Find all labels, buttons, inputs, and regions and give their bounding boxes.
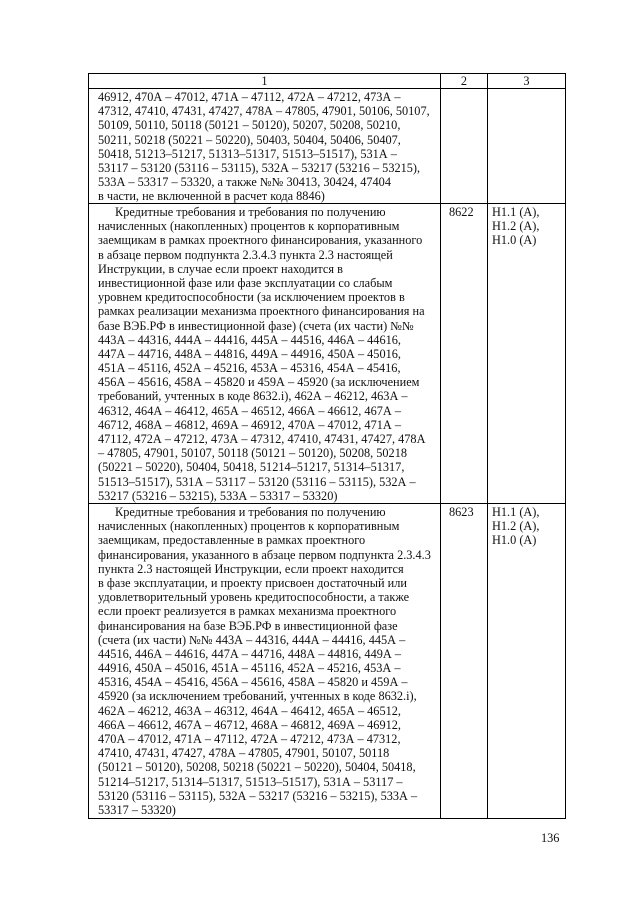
text-line: заемщикам в рамках проектного финансирования, указанного <box>98 233 423 248</box>
text-line: 47112, 472А – 47212, 473А – 47312, 47410, 47431, 47427, 478А <box>98 432 426 446</box>
row-code <box>441 204 488 504</box>
code-value: 8622 <box>449 205 474 219</box>
text-line: 443А – 44316, 444А – 44416, 445А – 44516, 446А – 44616, <box>98 332 401 347</box>
text-line: 466А – 46612, 467А – 46712, 468А – 46812, 469А – 46912, <box>98 717 401 732</box>
row-norms <box>488 89 566 204</box>
norm-line: Н1.1 (А), <box>492 205 540 219</box>
text-line: если проект реализуется в рамках механизма проектного <box>98 604 397 619</box>
text-line: 447А – 44716, 448А – 44816, 449А – 44916, 450А – 45016, <box>98 346 401 361</box>
text-line: 47312, 47410, 47431, 47427, 478А – 47805, 47901, 50106, 50107, <box>98 104 430 119</box>
text-line: 51513–51517), 531А – 53117 – 53120 (53116 – 53115), 532А – <box>98 474 416 489</box>
text-line: пункта 2.3 настоящей Инструкции, если проект находится <box>98 561 404 576</box>
row-norms <box>488 204 566 504</box>
norm-line: Н1.2 (А), <box>492 219 540 234</box>
text-line: 45316, 454А – 45416, 456А – 45616, 458А – 45820 и 459А – <box>98 675 408 690</box>
text-line: 462А – 46212, 463А – 46312, 464А – 46412, 465А – 46512, <box>98 703 401 718</box>
text-line: (50121 – 50120), 50208, 50218 (50221 – 50220), 50404, 50418, <box>98 760 416 775</box>
text-line: требований, учтенных в коде 8632.i), 462А – 46212, 463А – <box>98 389 408 404</box>
row-description <box>89 504 441 819</box>
text-line: (счета (их части) №№ 443А – 44316, 444А – 44416, 445А – <box>98 632 406 647</box>
text-line: Инструкции, в случае если проект находится в <box>98 261 343 276</box>
row-norms <box>488 504 566 819</box>
text-line: инвестиционной фазе или фазе эксплуатации со слабым <box>98 275 393 290</box>
text-line: 533А – 53317 – 53320, а также №№ 30413, 30424, 47404 <box>98 175 391 190</box>
text-line: – 47805, 47901, 50107, 50118 (50121 – 50120), 50208, 50218 <box>98 446 408 461</box>
norm-line: Н1.1 (А), <box>492 505 540 519</box>
table-header-col-1: 1 <box>89 74 441 89</box>
text-line: 45920 (за исключением требований, учтенных в коде 8632.i), <box>98 689 417 704</box>
text-line: начисленных (накопленных) процентов к корпоративным <box>98 219 400 234</box>
accounts-table <box>88 73 566 819</box>
text-line: начисленных (накопленных) процентов к корпоративным <box>98 519 400 534</box>
text-line: базе ВЭБ.РФ в инвестиционной фазе) (счета (их части) №№ <box>98 318 414 333</box>
text-line: рамках реализации механизма проектного финансирования на <box>98 304 425 319</box>
norm-line: Н1.0 (А) <box>492 233 537 248</box>
text-line: 456А – 45616, 458А – 45820 и 459А – 45920 (за исключением <box>98 375 420 390</box>
row-code <box>441 89 488 204</box>
table-header-col-2: 2 <box>441 74 488 89</box>
text-line: Кредитные требования и требования по получению <box>115 205 386 219</box>
text-line: 53217 (53216 – 53215), 533А – 53317 – 53320) <box>98 488 338 503</box>
table-header-col-3: 3 <box>488 74 566 89</box>
text-line: 46712, 468А – 46812, 469А – 46912, 470А – 47012, 471А – <box>98 417 401 432</box>
text-line: 44916, 450А – 45016, 451А – 45116, 452А – 45216, 453А – <box>98 661 401 676</box>
text-line: 51214–51217, 51314–51317, 51513–51517), 531А – 53117 – <box>98 774 403 789</box>
row-description <box>89 204 441 504</box>
text-line: Кредитные требования и требования по получению <box>115 505 386 519</box>
text-line: финансирования на базе ВЭБ.РФ в инвестиционной фазе <box>98 618 398 633</box>
text-line: 53317 – 53320) <box>98 802 176 817</box>
text-line: 53120 (53116 – 53115), 532А – 53217 (53216 – 53215), 533А – <box>98 788 418 803</box>
text-line: удовлетворительный уровень кредитоспособности, а также <box>98 590 410 605</box>
text-line: 44516, 446А – 44616, 447А – 44716, 448А – 44816, 449А – <box>98 646 401 661</box>
text-line: 470А – 47012, 471А – 47112, 472А – 47212, 473А – 47312, <box>98 732 401 746</box>
text-line: финансирования, указанного в абзаце первом подпункта 2.3.4.3 <box>98 547 431 562</box>
text-line: 46312, 464А – 46412, 465А – 46512, 466А – 46612, 467А – <box>98 403 401 418</box>
text-line: 50109, 50110, 50118 (50121 – 50120), 50207, 50208, 50210, <box>98 118 401 133</box>
text-line: 53117 – 53120 (53116 – 53115), 532А – 53217 (53216 – 53215), <box>98 160 421 175</box>
text-line: уровнем кредитоспособности (за исключением проектов в <box>98 290 405 305</box>
text-line: заемщикам, предоставленные в рамках проектного <box>98 533 366 548</box>
code-value: 8623 <box>449 505 474 519</box>
text-line: в абзаце первом подпункта 2.3.4.3 пункта 2.3 настоящей <box>98 247 393 262</box>
text-line: 451А – 45116, 452А – 45216, 453А – 45316, 454А – 45416, <box>98 361 401 376</box>
row-code <box>441 504 488 819</box>
text-line: 46912, 470А – 47012, 471А – 47112, 472А – 47212, 473А – <box>98 90 401 104</box>
norm-line: Н1.0 (А) <box>492 533 537 548</box>
text-line: (50221 – 50220), 50404, 50418, 51214–51217, 51314–51317, <box>98 460 405 475</box>
text-line: 50418, 51213–51217, 51313–51317, 51513–51517), 531А – <box>98 146 397 161</box>
text-line: 47410, 47431, 47427, 478А – 47805, 47901, 50107, 50118 <box>98 746 390 761</box>
text-line: в части, не включенной в расчет кода 8846) <box>98 189 325 204</box>
norm-line: Н1.2 (А), <box>492 519 540 534</box>
row-description <box>89 89 441 204</box>
text-line: в фазе эксплуатации, и проекту присвоен достаточный или <box>98 575 407 590</box>
text-line: 50211, 50218 (50221 – 50220), 50403, 50404, 50406, 50407, <box>98 132 401 147</box>
page-number: 136 <box>541 831 560 845</box>
